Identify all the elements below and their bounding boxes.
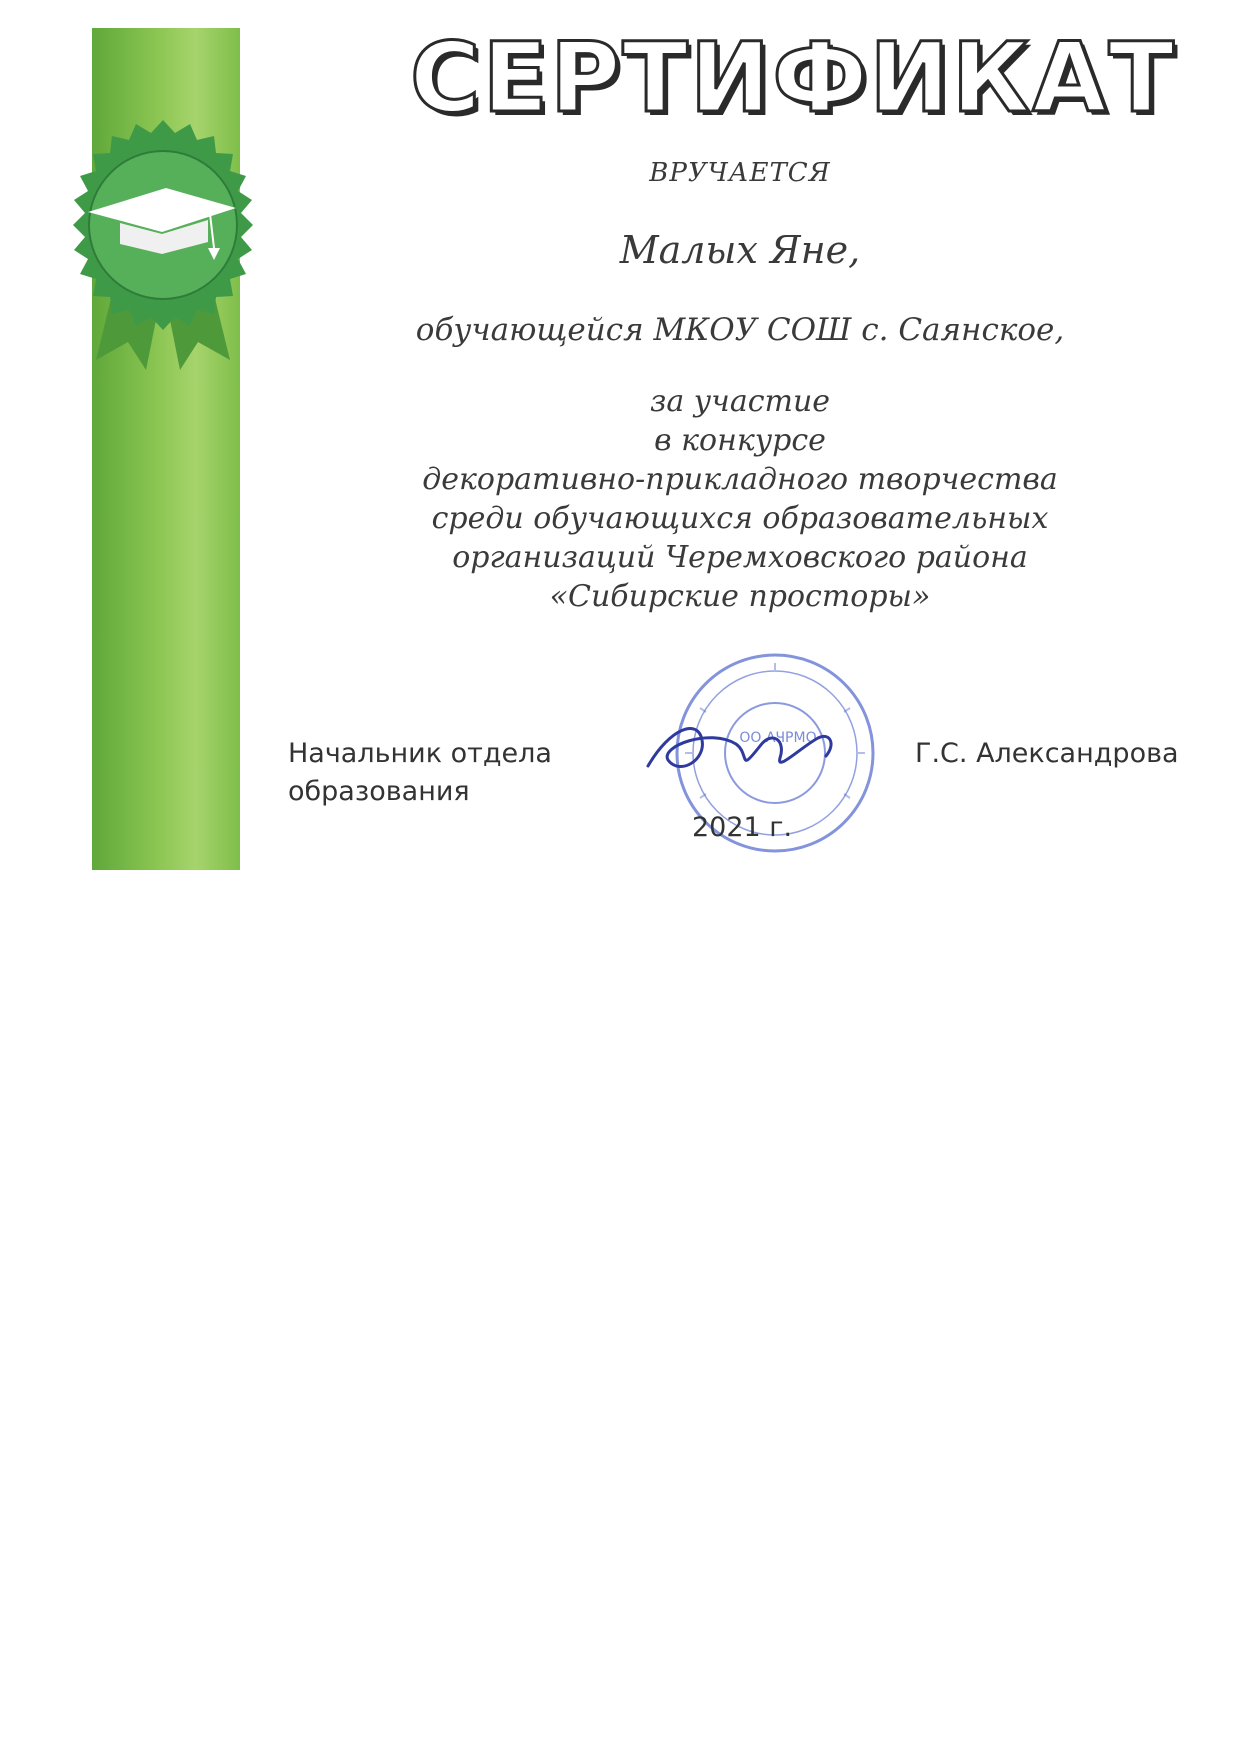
position-line: образования [288, 776, 470, 807]
school-line: обучающейся МКОУ СОШ с. Саянское, [415, 312, 1065, 348]
reason-line: за участие [649, 384, 831, 419]
reason-line: декоративно-прикладного творчества [422, 462, 1058, 497]
reason-line: в конкурсе [654, 423, 826, 458]
certificate-title: СЕРТИФИКАТ [410, 22, 1177, 134]
award-reason [380, 382, 1100, 616]
signer-name: Г.С. Александрова [915, 738, 1179, 769]
stamp-center-text: ОО АЧРМО [739, 730, 817, 746]
issue-year: 2021 г. [692, 812, 793, 843]
reason-line: организаций Черемховского района [452, 540, 1028, 575]
reason-line: среди обучающихся образовательных [431, 501, 1049, 536]
reason-line: «Сибирские просторы» [549, 579, 931, 614]
awarded-label: ВРУЧАЕТСЯ [649, 158, 831, 188]
graduation-cap-icon [58, 120, 268, 410]
recipient-name: Малых Яне, [619, 228, 861, 272]
signer-position [288, 735, 588, 811]
position-line: Начальник отдела [288, 738, 552, 769]
